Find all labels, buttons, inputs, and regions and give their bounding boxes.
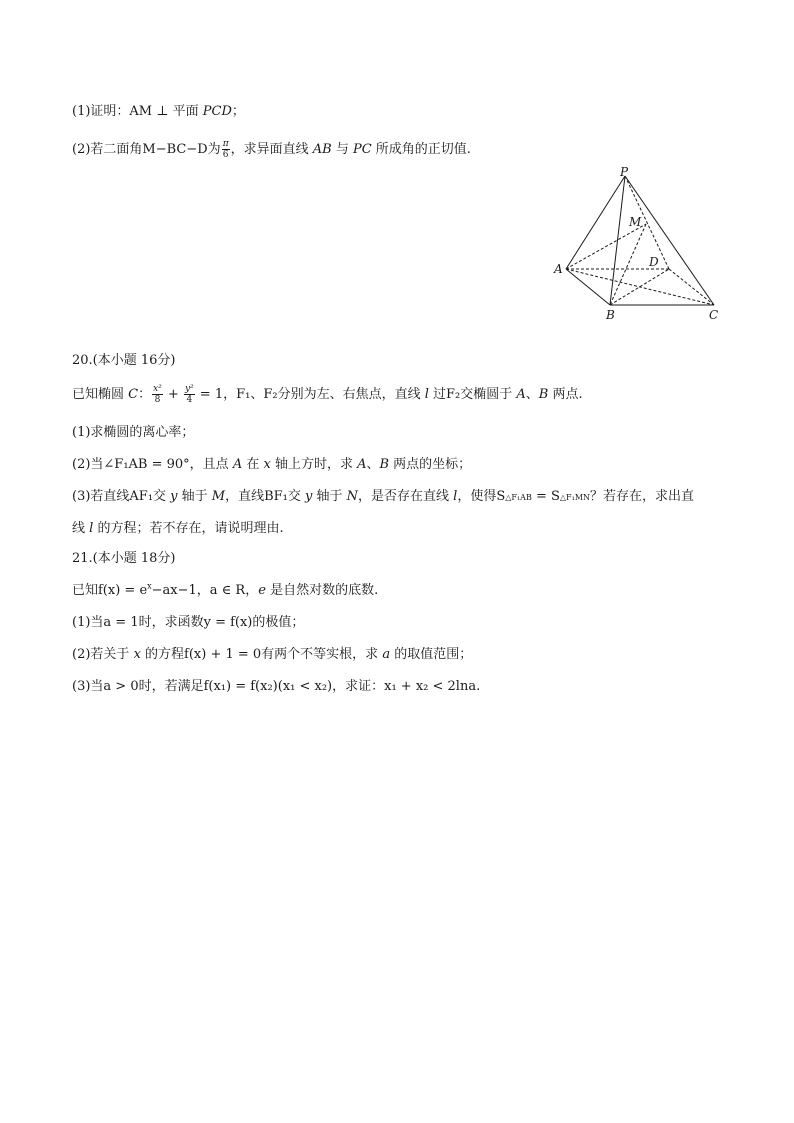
q20-part3-t4: 轴于	[312, 489, 347, 504]
fraction-denominator: 8	[154, 395, 161, 405]
q20-part3-t1: (3)若直线AF₁交	[72, 489, 171, 504]
label-c: C	[709, 308, 719, 322]
q20-part3-t2: 轴于	[177, 489, 212, 504]
separator: 、	[525, 387, 539, 402]
fraction-denominator: 4	[186, 395, 193, 405]
q21-intro-t2: −ax−1，a ∈ R，	[151, 583, 259, 598]
pyramid-figure	[545, 162, 725, 322]
fraction-numerator: π	[222, 139, 229, 149]
q19-part1-suffix: ；	[231, 104, 245, 119]
plane-pcd: PCD	[202, 104, 232, 119]
point-b: B	[538, 387, 549, 402]
q20-part2-t2: 在	[242, 457, 264, 472]
segment-am	[566, 224, 646, 269]
q20-header: 20.(本小题 16分)	[72, 353, 176, 368]
q20-part3c-t1: 线	[72, 521, 90, 536]
q21-part3: (3)当a > 0时，若满足f(x₁) = f(x₂)(x₁ < x₂)，求证：x₁ + x₂ < 2lna.	[72, 679, 481, 694]
q20-intro-t4: 过F₂交椭圆于	[428, 387, 517, 402]
point-b: B	[379, 457, 390, 472]
separator: 、	[366, 457, 380, 472]
exponent-x: x	[147, 581, 152, 591]
label-d: D	[649, 255, 659, 269]
q21-part1: (1)当a = 1时，求函数y = f(x)的极值；	[72, 615, 305, 630]
line-ab: AB	[312, 142, 332, 157]
q20-part2-t3: 轴上方时，求	[270, 457, 358, 472]
q21-part2	[72, 646, 472, 664]
q20-intro-t1: 已知椭圆	[72, 387, 129, 402]
axis-x: x	[263, 457, 271, 472]
q20-part2-t1: (2)当∠F₁AB = 90°，且点	[72, 457, 233, 472]
q20-intro-t2: ：	[138, 387, 152, 402]
line-l: l	[453, 489, 458, 504]
pi-over-6-fraction	[222, 139, 230, 160]
q20-intro-t5: 两点.	[548, 387, 583, 402]
equals: = S	[531, 489, 560, 504]
q21-intro-t3: 是自然对数的底数.	[265, 583, 379, 598]
q20-part3	[72, 488, 694, 507]
q21-part2-t2: 的方程f(x) + 1 = 0有两个不等实根，求	[140, 647, 383, 662]
q20-part3-continued	[72, 520, 284, 538]
segment-mb	[610, 224, 646, 305]
axis-y: y	[305, 489, 313, 504]
q20-part3-t3: ，直线BF₁交	[225, 489, 306, 504]
q19-part2-mid: ，求异面直线	[230, 142, 313, 157]
q20-intro-t3: = 1，F₁、F₂分别为左、右焦点，直线	[195, 387, 425, 402]
q20-part3-t6: ，使得S	[457, 489, 506, 504]
label-b: B	[606, 308, 615, 322]
variable-x: x	[133, 647, 141, 662]
q19-part1	[72, 103, 245, 121]
q19-part2	[72, 139, 471, 160]
edge-dc	[669, 269, 714, 305]
line-l: l	[424, 387, 429, 402]
fraction-denominator: 6	[222, 150, 229, 160]
line-pc: PC	[352, 142, 372, 157]
q20-part2	[72, 456, 471, 474]
q20-part3-t7: ？若存在，求出直	[590, 489, 695, 504]
q19-part2-conj: 与	[331, 142, 353, 157]
fraction-numerator: y²	[184, 384, 194, 394]
q19-part2-suffix: 所成角的正切值.	[371, 142, 471, 157]
label-a: A	[554, 262, 563, 276]
q20-part2-t4: 两点的坐标；	[389, 457, 472, 472]
q19-part2-prefix: (2)若二面角M−BC−D为	[72, 142, 221, 157]
label-m: M	[629, 215, 642, 229]
q20-part3-t5: ，是否存在直线	[358, 489, 454, 504]
axis-y: y	[170, 489, 178, 504]
edge-pc	[625, 176, 714, 305]
area-subscript-f1mn: △F₁MN	[559, 493, 591, 502]
y2-over-4-fraction	[184, 384, 195, 405]
point-n: N	[346, 489, 359, 504]
q20-intro	[72, 384, 583, 405]
x2-over-8-fraction	[152, 384, 163, 405]
q20-part1: (1)求椭圆的离心率；	[72, 425, 195, 440]
q19-part1-prefix: (1)证明：AM ⊥ 平面	[72, 104, 203, 119]
q21-intro	[72, 582, 378, 600]
fraction-numerator: x²	[153, 384, 162, 394]
area-subscript-f1ab: △F₁AB	[505, 493, 532, 502]
q20-part3c-t2: 的方程；若不存在，请说明理由.	[93, 521, 284, 536]
point-a: A	[357, 457, 367, 472]
line-l: l	[89, 521, 94, 536]
point-m: M	[211, 489, 226, 504]
point-a: A	[516, 387, 526, 402]
q21-header: 21.(本小题 18分)	[72, 551, 176, 566]
q21-part2-t1: (2)若关于	[72, 647, 134, 662]
label-p: P	[620, 165, 629, 179]
constant-e: e	[258, 583, 266, 598]
plus-sign: +	[163, 387, 183, 402]
point-a: A	[232, 457, 243, 472]
variable-a: a	[382, 647, 391, 662]
ellipse-c: C	[128, 387, 139, 402]
q21-intro-t1: 已知f(x) = e	[72, 583, 148, 598]
q21-part2-t3: 的取值范围；	[390, 647, 473, 662]
